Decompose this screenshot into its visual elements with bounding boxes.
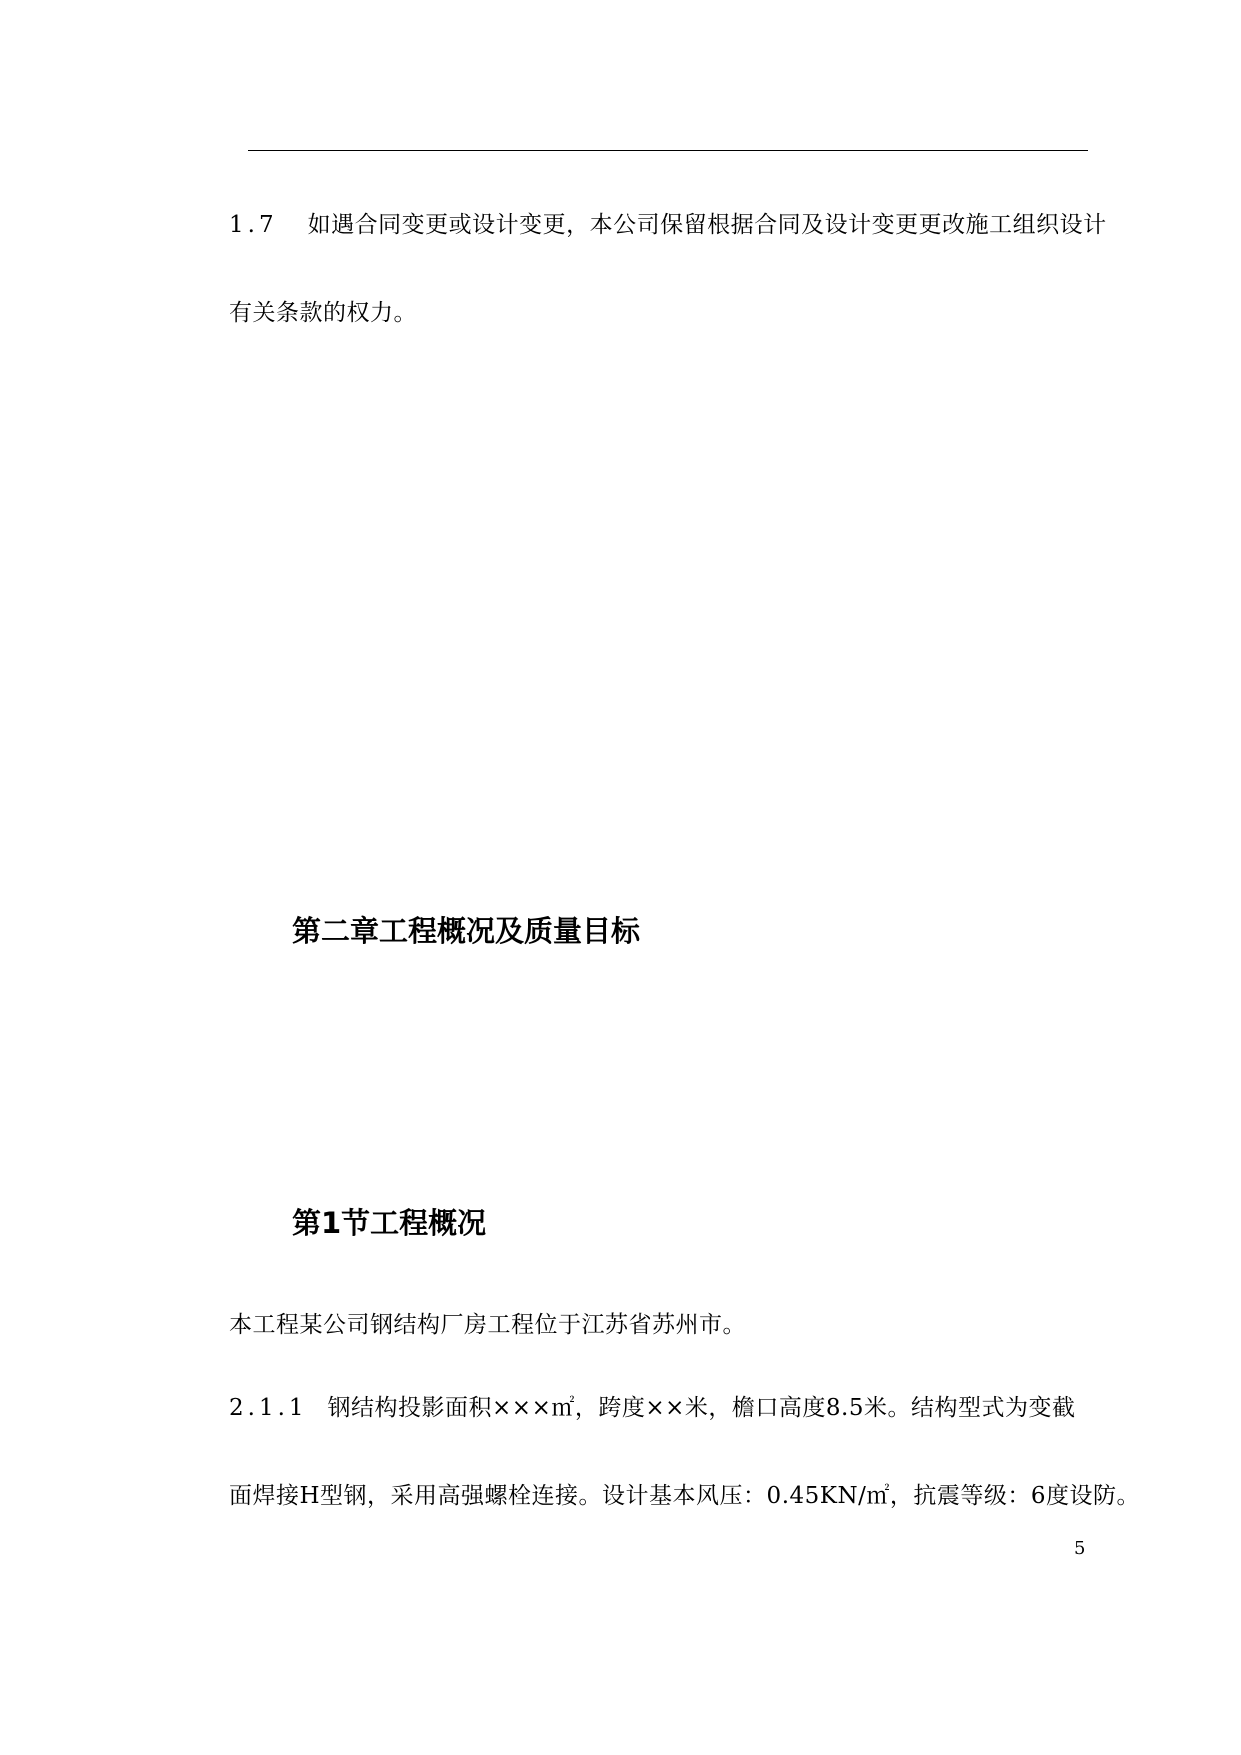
clause-1-7-line-1 (229, 210, 1107, 240)
clause-number: 1.7 (229, 212, 278, 238)
chapter-heading: 第二章工程概况及质量目标 (292, 914, 641, 948)
clause-2-1-1-line-1 (229, 1393, 1075, 1423)
clause-text: 如遇合同变更或设计变更，本公司保留根据合同及设计变更更改施工组织设计 (307, 212, 1107, 238)
clause-2-1-1-line-2: 面焊接H型钢，采用高强螺栓连接。设计基本风压：0.45KN/㎡，抗震等级：6度设防。 (229, 1483, 1140, 1509)
clause-number: 2.1.1 (229, 1395, 308, 1421)
clause-1-7-line-2: 有关条款的权力。 (229, 300, 417, 326)
page-number: 5 (1074, 1538, 1086, 1559)
clause-text: 钢结构投影面积×××㎡，跨度××米，檐口高度8.5米。结构型式为变截 (327, 1395, 1076, 1421)
header-rule (248, 150, 1088, 151)
section-heading: 第1节工程概况 (292, 1206, 487, 1240)
intro-paragraph: 本工程某公司钢结构厂房工程位于江苏省苏州市。 (229, 1312, 746, 1338)
